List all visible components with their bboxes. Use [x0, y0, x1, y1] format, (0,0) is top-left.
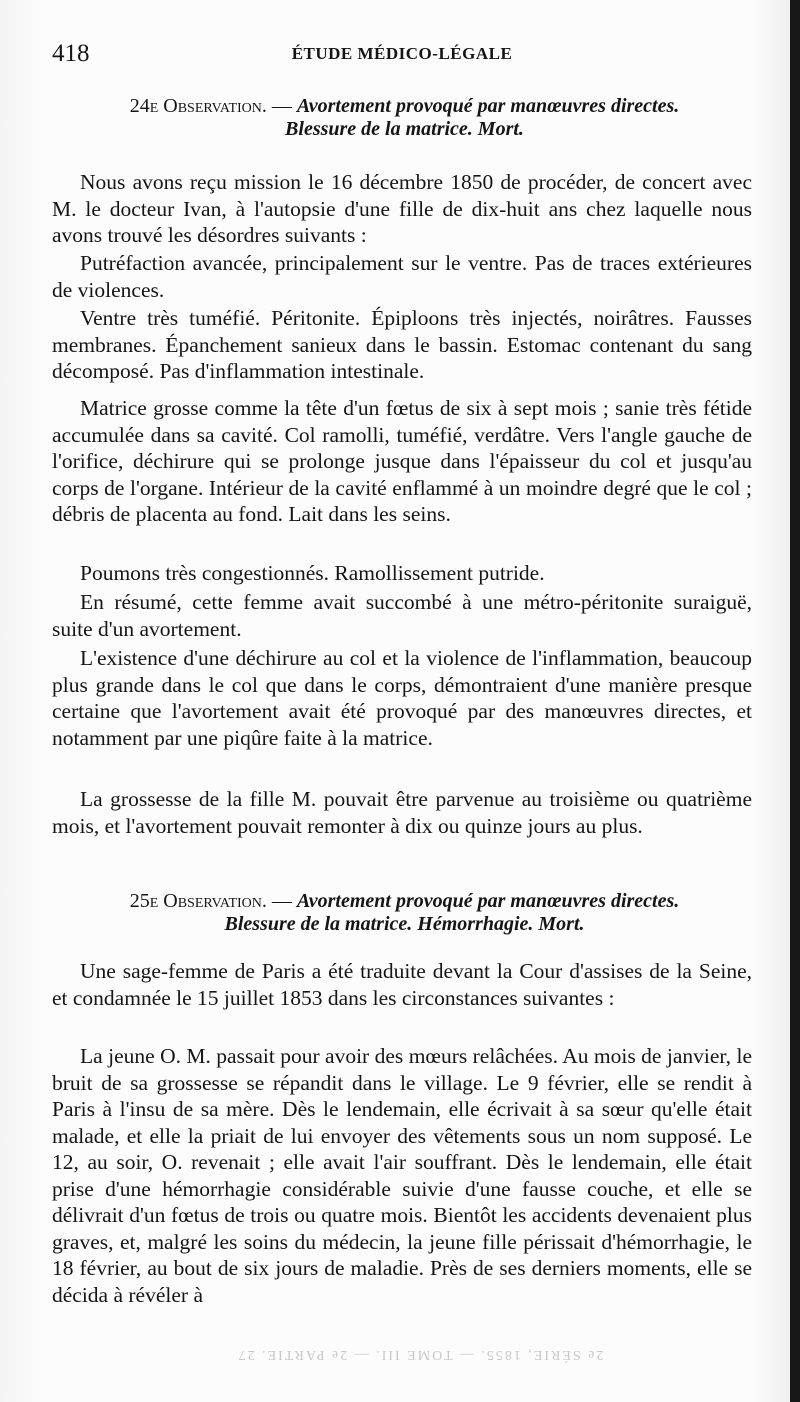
- paragraph: Nous avons reçu mission le 16 décembre 1850 de procéder, de concert avec M. le docteur Ivan, à l'autopsie d'une fille de dix-huit ans chez laquelle nous avons trouvé les désordres suivants :: [52, 170, 752, 247]
- bleed-through-footer: 2e SÉRIE, 1855. — TOME III. — 2e PARTIE. 27: [236, 1347, 604, 1362]
- page-number: 418: [52, 40, 90, 67]
- paragraph: Une sage-femme de Paris a été traduite devant la Cour d'assises de la Seine, et condamnée le 15 juillet 1853 dans les circonstances suivantes :: [52, 959, 752, 1010]
- running-title: ÉTUDE MÉDICO-LÉGALE: [291, 44, 513, 63]
- paragraph: Putréfaction avancée, principalement sur le ventre. Pas de traces extérieures de violences.: [52, 251, 752, 302]
- page-edge-shadow: [790, 0, 800, 1402]
- page-header: [52, 40, 752, 74]
- observation-24-title-line2: Blessure de la matrice. Mort.: [285, 118, 524, 140]
- paragraph: En résumé, cette femme avait succombé à une métro-péritonite suraiguë, suite d'un avortement.: [52, 590, 752, 641]
- observation-25-heading: [52, 890, 757, 936]
- observation-25-title-line1: Avortement provoqué par manœuvres directes.: [296, 890, 680, 912]
- observation-24-heading: [52, 95, 757, 141]
- paragraph: L'existence d'une déchirure au col et la violence de l'inflammation, beaucoup plus grande dans le col que dans le corps, démontraient d'une manière presque certaine que l'avortement avait été provoqué par des manœuvres directes, et notamment par une piqûre faite à la matrice.: [52, 646, 752, 750]
- paragraph: La grossesse de la fille M. pouvait être parvenue au troisième ou quatrième mois, et l'avortement pouvait remonter à dix ou quinze jours au plus.: [52, 787, 752, 838]
- observation-25-title-line2: Blessure de la matrice. Hémorrhagie. Mort.: [224, 913, 585, 935]
- observation-25-lead: 25e Observation. —: [129, 890, 292, 912]
- paragraph: La jeune O. M. passait pour avoir des mœurs relâchées. Au mois de janvier, le bruit de sa grossesse se répandit dans le village. Le 9 février, elle se rendit à Paris à l'insu de sa mère. Dès le lendemain, elle écrivait à sa sœur qu'elle était malade, et elle la priait de lui envoyer des vêtements sous un nom supposé. Le 12, au soir, O. revenait ; elle avait l'air souffrant. Dès le lendemain, elle était prise d'une hémorrhagie considérable suivie d'une fausse couche, et elle se délivrait d'un fœtus de trois ou quatre mois. Bientôt les accidents devenaient plus graves, et, malgré les soins du médecin, la jeune fille périssait d'hémorrhagie, le 18 février, au bout de six jours de maladie. Près de ses derniers moments, elle se décida à révéler à: [52, 1044, 752, 1307]
- paragraph: Ventre très tuméfié. Péritonite. Épiploons très injectés, noirâtres. Fausses membranes. Épanchement sanieux dans le bassin. Estomac contenant du sang décomposé. Pas d'inflammation intestinale.: [52, 306, 752, 383]
- observation-24-title-line1: Avortement provoqué par manœuvres directes.: [296, 95, 680, 117]
- paragraph: Poumons très congestionnés. Ramollissement putride.: [80, 561, 545, 585]
- paragraph: Matrice grosse comme la tête d'un fœtus de six à sept mois ; sanie très fétide accumulée dans sa cavité. Col ramolli, tuméfié, verdâtre. Vers l'angle gauche de l'orifice, déchirure qui se prolonge jusque dans l'épaisseur du col et jusqu'au corps de l'organe. Intérieur de la cavité enflammé à un moindre degré que le col ; débris de placenta au fond. Lait dans les seins.: [52, 396, 752, 526]
- observation-24-lead: 24e Observation. —: [129, 95, 292, 117]
